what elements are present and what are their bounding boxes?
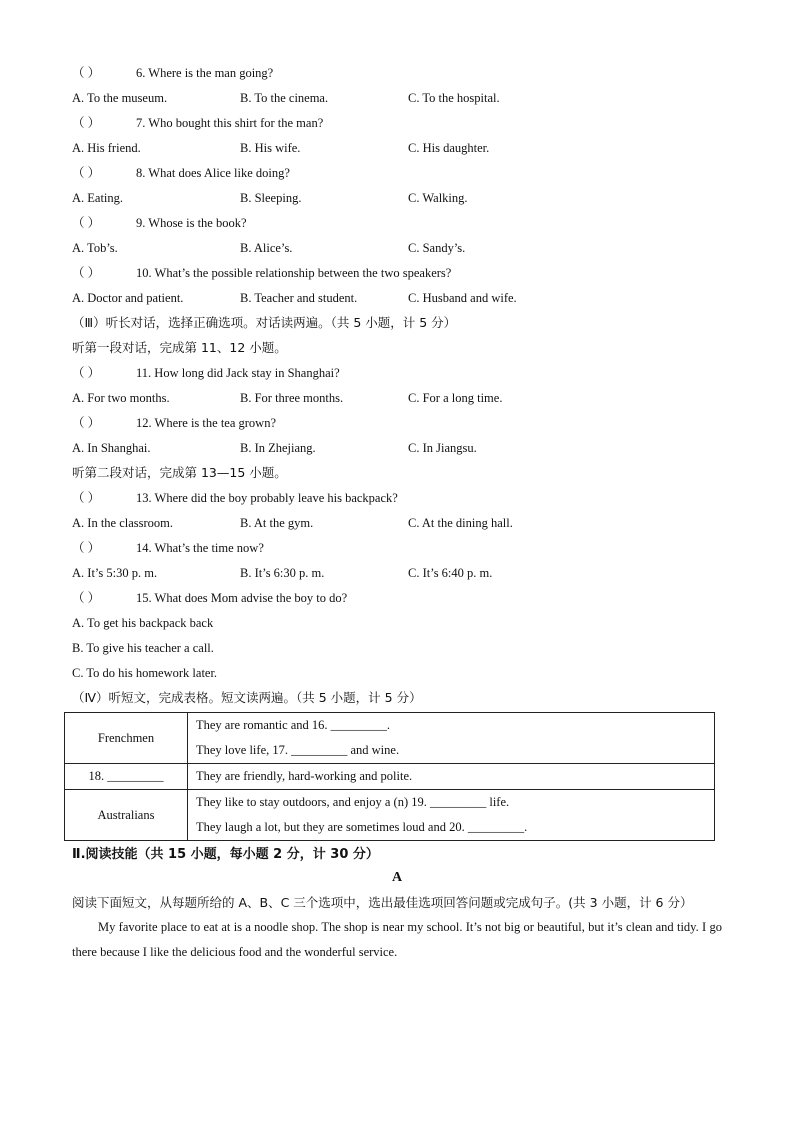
table-value-cell: [188, 764, 715, 790]
part4-heading: （Ⅳ）听短文，完成表格。短文读两遍。（共 5 小题，计 5 分）: [72, 690, 422, 705]
option-c[interactable]: C. Sandy’s.: [408, 241, 466, 255]
table-value-cell: [188, 790, 715, 841]
table-line[interactable]: They love life, 17. _________ and wine.: [196, 743, 400, 757]
answer-paren[interactable]: （ ）: [72, 591, 101, 605]
options-row: [72, 437, 722, 462]
option-c[interactable]: C. Husband and wife.: [408, 291, 517, 305]
table-key-cell[interactable]: 18. _________: [65, 764, 188, 790]
fill-in-table: [64, 712, 715, 841]
answer-paren[interactable]: （ ）: [72, 166, 101, 180]
answer-paren[interactable]: （ ）: [72, 416, 101, 430]
options-row: [72, 512, 722, 537]
exam-page: [72, 62, 722, 965]
option-a[interactable]: A. To the museum.: [72, 91, 168, 105]
option-b[interactable]: B. Teacher and student.: [240, 291, 358, 305]
option-a[interactable]: A. Tob’s.: [72, 241, 118, 255]
reading-section-title: Ⅱ.阅读技能（共 15 小题，每小题 2 分，计 30 分）: [72, 847, 379, 862]
passage-letter: A: [391, 870, 403, 885]
table-row: [65, 713, 715, 764]
option-c[interactable]: C. To do his homework later.: [72, 666, 218, 680]
table-key-cell: Frenchmen: [65, 713, 188, 764]
part3-heading: （Ⅲ）听长对话，选择正确选项。对话读两遍。（共 5 小题，计 5 分）: [72, 315, 457, 330]
question-6: [72, 62, 722, 112]
table-row: [65, 790, 715, 841]
question-text: 6. Where is the man going?: [136, 66, 274, 80]
question-12: [72, 412, 722, 462]
options-row: [72, 87, 722, 112]
answer-paren[interactable]: （ ）: [72, 266, 101, 280]
options-row: [72, 562, 722, 587]
question-text: 15. What does Mom advise the boy to do?: [136, 591, 348, 605]
option-a[interactable]: A. In Shanghai.: [72, 441, 151, 455]
options-row: [72, 187, 722, 212]
table-line: They are friendly, hard-working and polite.: [196, 769, 413, 783]
question-14: [72, 537, 722, 587]
answer-paren[interactable]: （ ）: [72, 366, 101, 380]
dialog2-instruction: 听第二段对话，完成第 13—15 小题。: [72, 465, 287, 480]
question-text: 8. What does Alice like doing?: [136, 166, 290, 180]
option-b[interactable]: B. Alice’s.: [240, 241, 293, 255]
question-text: 13. Where did the boy probably leave his backpack?: [136, 491, 398, 505]
option-b[interactable]: B. Sleeping.: [240, 191, 302, 205]
option-a[interactable]: A. For two months.: [72, 391, 170, 405]
option-a[interactable]: A. Doctor and patient.: [72, 291, 184, 305]
option-a[interactable]: A. In the classroom.: [72, 516, 174, 530]
option-c[interactable]: C. For a long time.: [408, 391, 503, 405]
table-row: [65, 764, 715, 790]
option-c[interactable]: C. It’s 6:40 p. m.: [408, 566, 493, 580]
table-line[interactable]: They laugh a lot, but they are sometimes loud and 20. _________.: [196, 820, 528, 834]
answer-paren[interactable]: （ ）: [72, 541, 101, 555]
options-row: [72, 387, 722, 412]
options-row: [72, 237, 722, 262]
options-row: [72, 137, 722, 162]
option-b[interactable]: B. It’s 6:30 p. m.: [240, 566, 325, 580]
question-10: [72, 262, 722, 312]
option-b[interactable]: B. His wife.: [240, 141, 301, 155]
table-line[interactable]: They like to stay outdoors, and enjoy a (n) 19. _________ life.: [196, 795, 510, 809]
option-a[interactable]: A. His friend.: [72, 141, 141, 155]
option-c[interactable]: C. Walking.: [408, 191, 468, 205]
option-b[interactable]: B. To the cinema.: [240, 91, 329, 105]
option-b[interactable]: B. In Zhejiang.: [240, 441, 316, 455]
reading-passage: My favorite place to eat at is a noodle shop. The shop is near my school. It’s not big or beautiful, but it’s clean and tidy. I go there because I like the delicious food and the wonderful service.: [72, 920, 722, 959]
question-8: [72, 162, 722, 212]
question-7: [72, 112, 722, 162]
question-15: [72, 587, 722, 687]
answer-paren[interactable]: （ ）: [72, 66, 101, 80]
option-a[interactable]: A. It’s 5:30 p. m.: [72, 566, 158, 580]
option-c[interactable]: C. His daughter.: [408, 141, 490, 155]
question-text: 10. What’s the possible relationship between the two speakers?: [136, 266, 452, 280]
question-text: 11. How long did Jack stay in Shanghai?: [136, 366, 340, 380]
question-11: [72, 362, 722, 412]
question-text: 9. Whose is the book?: [136, 216, 247, 230]
option-c[interactable]: C. At the dining hall.: [408, 516, 513, 530]
question-text: 7. Who bought this shirt for the man?: [136, 116, 324, 130]
answer-paren[interactable]: （ ）: [72, 216, 101, 230]
table-line[interactable]: They are romantic and 16. _________.: [196, 718, 391, 732]
option-c[interactable]: C. In Jiangsu.: [408, 441, 477, 455]
table-key-cell: Australians: [65, 790, 188, 841]
dialog1-instruction: 听第一段对话，完成第 11、12 小题。: [72, 340, 287, 355]
reading-instruction: 阅读下面短文，从每题所给的 A、B、C 三个选项中，选出最佳选项回答问题或完成句子。(共 3 小题，计 6 分）: [72, 895, 693, 910]
option-a[interactable]: A. To get his backpack back: [72, 616, 214, 630]
question-9: [72, 212, 722, 262]
table-value-cell: [188, 713, 715, 764]
answer-paren[interactable]: （ ）: [72, 491, 101, 505]
option-b[interactable]: B. For three months.: [240, 391, 344, 405]
option-b[interactable]: B. At the gym.: [240, 516, 314, 530]
options-row: [72, 287, 722, 312]
question-text: 14. What’s the time now?: [136, 541, 264, 555]
option-b[interactable]: B. To give his teacher a call.: [72, 641, 214, 655]
option-c[interactable]: C. To the hospital.: [408, 91, 500, 105]
question-text: 12. Where is the tea grown?: [136, 416, 276, 430]
question-13: [72, 487, 722, 537]
option-a[interactable]: A. Eating.: [72, 191, 124, 205]
answer-paren[interactable]: （ ）: [72, 116, 101, 130]
